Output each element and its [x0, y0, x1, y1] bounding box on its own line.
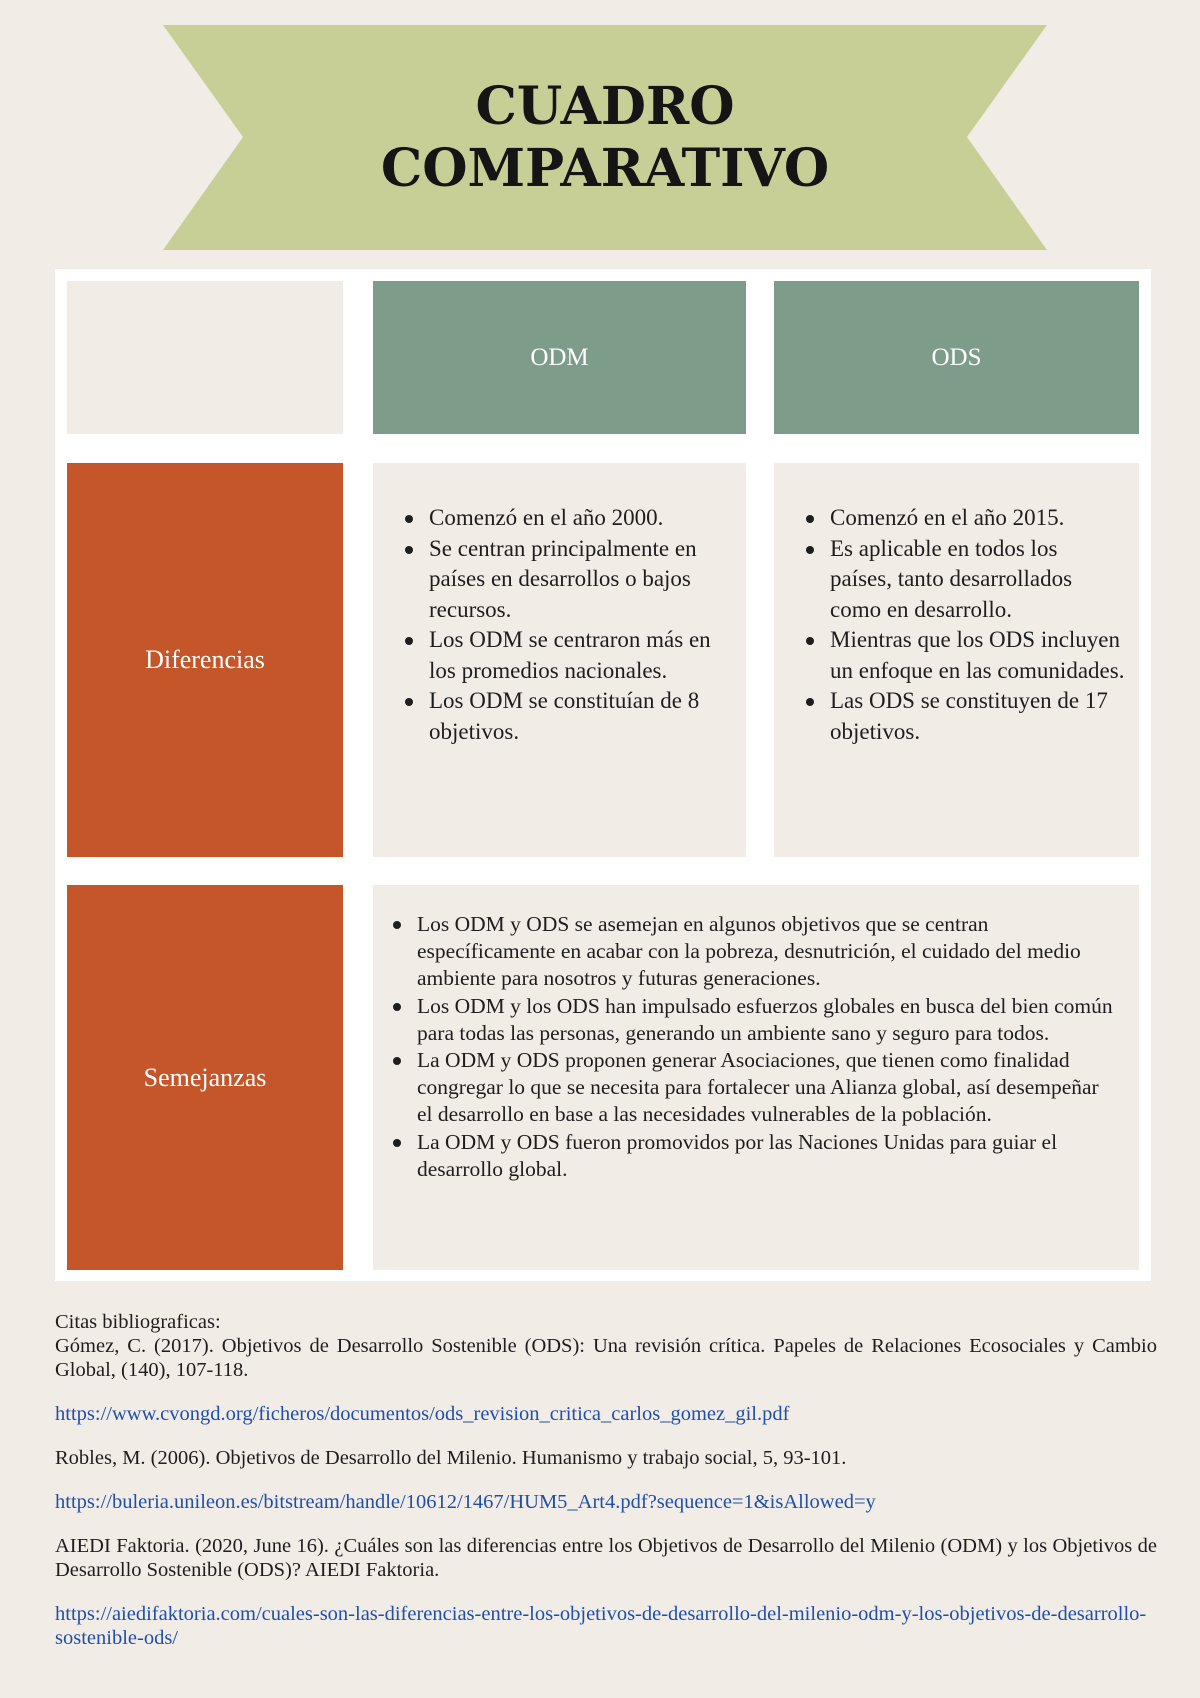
ods-diferencias-list [802, 503, 1125, 747]
references-heading: Citas bibliograficas: [55, 1311, 221, 1333]
reference-2: Robles, M. (2006). Objetivos de Desarrollo del Milenio. Humanismo y trabajo social, 5, 93-101. [55, 1447, 847, 1469]
page-title [163, 25, 1047, 250]
row-label-diferencias: Diferencias [67, 463, 343, 857]
reference-3: AIEDI Faktoria. (2020, June 16). ¿Cuáles son las diferencias entre los Objetivos de Desarrollo del Milenio (ODM) y los Objetivos de Desarrollo Sostenible (ODS)? AIEDI Faktoria. [55, 1535, 1157, 1581]
list-item: Es aplicable en todos los países, tanto desarrollados como en desarrollo. [802, 534, 1125, 626]
title-line-2: COMPARATIVO [380, 137, 830, 199]
list-item: Comenzó en el año 2015. [802, 503, 1125, 534]
odm-diferencias-list [401, 503, 726, 747]
odm-diferencias-cell [373, 463, 746, 857]
reference-link-2[interactable]: https://buleria.unileon.es/bitstream/handle/10612/1467/HUM5_Art4.pdf?sequence=1&isAllowed=y [55, 1491, 876, 1513]
reference-link-1[interactable]: https://www.cvongd.org/ficheros/documentos/ods_revision_critica_carlos_gomez_gil.pdf [55, 1403, 790, 1425]
reference-link-3[interactable]: https://aiedifaktoria.com/cuales-son-las-diferencias-entre-los-objetivos-de-desarrollo-del-milenio-odm-y-los-objetivos-de-desarrollo-sostenible-ods/ [55, 1603, 1147, 1649]
list-item: Los ODM y ODS se asemejan en algunos objetivos que se centran específicamente en acabar con la pobreza, desnutrición, el cuidado del medio ambiente para nosotros y futuras generaciones. [389, 911, 1119, 993]
list-item: La ODM y ODS proponen generar Asociaciones, que tienen como finalidad congregar lo que se necesita para fortalecer una Alianza global, así desempeñar el desarrollo en base a las necesidades vulnerables de la población. [389, 1047, 1119, 1129]
references [55, 1310, 1157, 1650]
title-line-1: CUADRO [475, 75, 735, 137]
column-header-odm: ODM [373, 281, 746, 434]
header-blank-cell [67, 281, 343, 434]
list-item: Mientras que los ODS incluyen un enfoque en las comunidades. [802, 625, 1125, 686]
comparison-table [55, 269, 1151, 1281]
ods-diferencias-cell [774, 463, 1139, 857]
list-item: Los ODM se constituían de 8 objetivos. [401, 686, 726, 747]
list-item: Los ODM se centraron más en los promedios nacionales. [401, 625, 726, 686]
semejanzas-cell [373, 885, 1139, 1270]
row-label-semejanzas: Semejanzas [67, 885, 343, 1270]
list-item: Se centran principalmente en países en desarrollos o bajos recursos. [401, 534, 726, 626]
reference-1: Gómez, C. (2017). Objetivos de Desarrollo Sostenible (ODS): Una revisión crítica. Papeles de Relaciones Ecosociales y Cambio Global, (140), 107-118. [55, 1335, 1157, 1381]
list-item: Comenzó en el año 2000. [401, 503, 726, 534]
column-header-ods: ODS [774, 281, 1139, 434]
list-item: Los ODM y los ODS han impulsado esfuerzos globales en busca del bien común para todas las personas, generando un ambiente sano y seguro para todos. [389, 993, 1119, 1047]
title-banner [163, 25, 1047, 250]
list-item: Las ODS se constituyen de 17 objetivos. [802, 686, 1125, 747]
semejanzas-list [389, 911, 1119, 1183]
list-item: La ODM y ODS fueron promovidos por las Naciones Unidas para guiar el desarrollo global. [389, 1129, 1119, 1183]
